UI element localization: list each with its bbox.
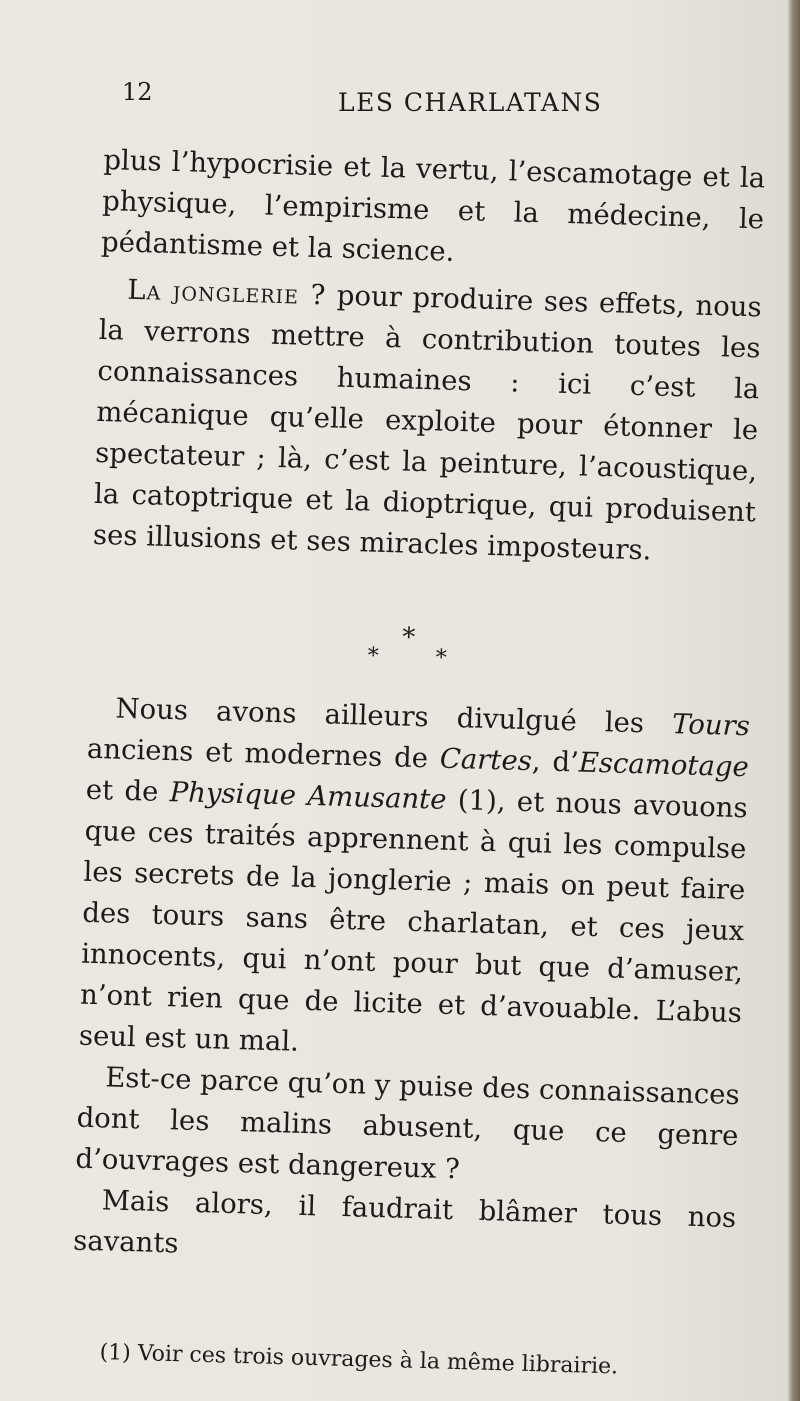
- paragraph-4-text: Est-ce parce qu’on y puise des connaissances dont les malins abusent, que ce genre d’ouvrages est dangereux ?: [75, 1061, 741, 1186]
- paragraph-3-text: Nous avons ailleurs divulgué les: [115, 692, 673, 741]
- paragraph-2-text: pour produire ses effets, nous la verrons mettre à contribution toutes les connaissances humaines : ici c’est la mécanique qu’elle exploite pour étonner le spectateur ; là, c’est la peinture, l’acoustique, la catoptrique et la dioptrique, qui produisent ses illusions et ses miracles imposteurs.: [92, 279, 763, 567]
- title-tours: Tours: [671, 708, 751, 743]
- title-cartes: Cartes: [439, 742, 533, 778]
- paragraph-4: [75, 1057, 740, 1198]
- page-number: 12: [122, 78, 153, 106]
- asterism-star: *: [401, 622, 416, 653]
- paragraph-3-text: (1), et nous avouons que ces traités apprennent à qui les compulse les secrets de la jonglerie ; mais on peut faire des tours sans être charlatan, et ces jeux innocents, qui n’ont pour but que d’amuser, n’ont rien que de licite et d’avouable. L’abus seul est un mal.: [78, 783, 749, 1058]
- book-edge: [788, 0, 800, 1401]
- paragraph-3-text: , d’: [531, 745, 580, 779]
- jonglerie-term: La jonglerie ?: [126, 273, 327, 312]
- asterism-star: *: [435, 645, 448, 671]
- asterism-divider: [89, 618, 752, 686]
- paragraph-3-text: anciens et modernes de: [86, 732, 441, 775]
- paragraph-3: [78, 688, 750, 1075]
- page-body: [73, 140, 766, 1280]
- title-escamotage: Escamotage: [578, 746, 750, 784]
- title-physique-amusante: Physique Amusante: [169, 776, 447, 816]
- running-title: LES CHARLATANS: [338, 88, 603, 117]
- paragraph-2: [92, 269, 762, 574]
- paragraph-5: [73, 1180, 737, 1280]
- footnote: (1) Voir ces trois ouvrages à la même librairie.: [99, 1340, 619, 1380]
- paragraph-3-text: et de: [85, 773, 171, 809]
- asterism-star: *: [367, 643, 380, 669]
- paragraph-5-text: Mais alors, il faudrait blâmer tous nos savants: [72, 1184, 737, 1260]
- paragraph-1: plus l’hypocrisie et la vertu, l’escamotage et la physique, l’empirisme et la médecine, le pédantisme et la science.: [100, 143, 766, 268]
